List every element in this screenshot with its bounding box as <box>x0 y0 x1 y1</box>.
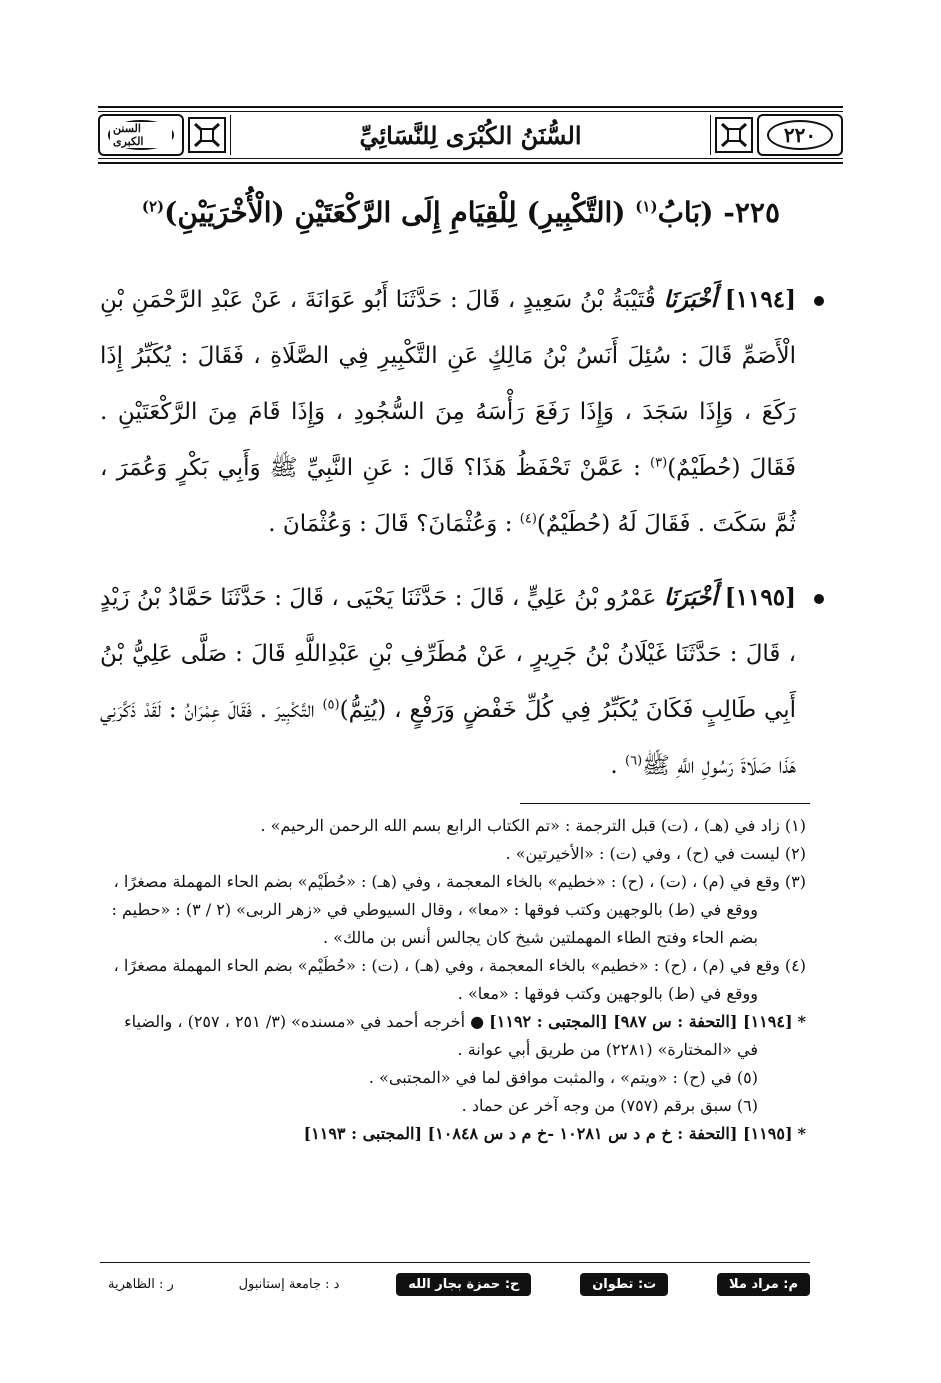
footnote-separator <box>520 803 810 804</box>
akhbarana-word: أَخْبَرَنَا <box>663 584 718 611</box>
footnote: (٤) وقع في (م) ، (ح) : «خطيم» بالخاء المعجمة ، وفي (هـ) ، (ت) : «حُطَيْم» بضم الحاء المهملة مصغرًا ، ووقع في (ط) بالوجهين وكتب فوقها : «معا» . <box>113 956 806 1003</box>
footnote-ref: (٥) <box>322 697 340 713</box>
takhrij-star-icon: * <box>797 1124 806 1143</box>
takhrij-refs: [١١٩٤] [التحفة : س ٩٨٧] [المجتبى : ١١٩٢] <box>489 1012 793 1031</box>
running-title: السُّنَنُ الكُبْرَى لِلنَّسَائِيِّ <box>230 115 711 155</box>
hadith-text: : عَمَّنْ تَحْفَظُ هَذَا؟ قَالَ : عَنِ النَّبِيِّ ﷺ وَأَبِي بَكْرٍ وَعُمَرَ ، ثُمَّ سَكَتَ . فَقَالَ لَهُ (حُطَيْمٌ) <box>100 455 796 537</box>
hadith-1195 <box>100 570 796 794</box>
footnote-ref: (٣) <box>650 455 668 471</box>
header-rule <box>98 106 843 108</box>
ornament-knot-icon <box>711 115 757 155</box>
footnote-ref: (٢) <box>141 197 165 216</box>
hadith-1194 <box>100 272 796 552</box>
footnotes <box>100 812 806 1148</box>
ornament-knot-icon <box>184 115 230 155</box>
hadith-text: التَّكْبِيرَ . فَقَالَ عِمْرَانُ : لَقَدْ ذَكَّرَنِي هَذَا صَلَاةَ رَسُولِ اللَّهِ ﷺ <box>100 697 796 779</box>
footnote-ref: (٤) <box>519 511 537 527</box>
page-number-frame <box>757 114 843 156</box>
footnote: (٣) وقع في (م) ، (ت) ، (ح) : «خطيم» بالخاء المعجمة ، وفي (هـ) : «حُطَيْم» بضم الحاء المهملة مصغرًا ، ووقع في (ط) بالوجهين وكتب فوقها : «معا» ، وقال السيوطي في «زهر الربى» (٢ / ٣) : «حطيم : بضم الحاء وفتح الطاء المهملتين شيخ كان يجالس أنس بن مالك» . <box>111 872 806 947</box>
chapter-number: ٢٢٥- <box>723 196 780 229</box>
footnote: (١) زاد في (هـ) ، (ت) قبل الترجمة : «تم الكتاب الرابع بسم الله الرحمن الرحيم» . <box>260 816 806 835</box>
page-number: ٢٢٠ <box>783 123 817 147</box>
manuscript-d: د : جامعة إستانبول <box>238 1276 340 1292</box>
hadith-number: [١١٩٤] <box>724 286 797 313</box>
manuscript-h: ح: حمزة بجار الله <box>396 1273 531 1296</box>
manuscript-r: ر : الظاهرية <box>108 1276 174 1292</box>
takhrij-refs: [١١٩٥] [التحفة : خ م د س ١٠٢٨١ -خ م د س ١٠٨٤٨] [المجتبى : ١١٩٣] <box>303 1124 793 1143</box>
chapter-title-part: (بَابُ <box>657 196 714 229</box>
hadith-text: : وَعُثْمَانَ؟ قَالَ : وَعُثْمَانَ . <box>268 511 513 537</box>
chapter-title-part: (التَّكْبِيرِ) <box>526 196 626 229</box>
header-rule <box>98 111 843 112</box>
footnote-ref: (٦) <box>625 753 643 769</box>
chapter-title-part: لِلْقِيَامِ إِلَى الرَّكْعَتَيْنِ (الْأُخْرَيَيْنِ) <box>164 196 517 229</box>
takhrij-text: ● أخرجه أحمد في «مسنده» (٣/ ٢٥١ ، ٢٥٧) ، والضياء في «المختارة» (٢٢٨١) من طريق أبي عوانة . <box>124 1012 758 1059</box>
akhbarana-word: أَخْبَرَنَا <box>663 286 718 313</box>
hadith-text: عَمْرُو بْنُ عَلِيٍّ ، قَالَ : حَدَّثَنَا يَحْيَى ، قَالَ : حَدَّثَنَا حَمَّادُ بْنُ زَيْدٍ ، قَالَ : حَدَّثَنَا غَيْلَانُ بْنُ جَرِيرٍ ، عَنْ مُطَرِّفِ بْنِ عَبْدِاللَّهِ قَالَ : صَلَّى عَلِيُّ بْنُ أَبِي طَالِبٍ فَكَانَ يُكَبِّرُ فِي كُلِّ خَفْضٍ وَرَفْعٍ ، (يُتِمُّ) <box>100 585 797 723</box>
hadith-bullet <box>814 594 824 604</box>
hadith-number: [١١٩٥] <box>724 584 796 611</box>
chapter-heading <box>100 196 780 229</box>
takhrij-1195 <box>100 1120 806 1148</box>
book-emblem <box>98 114 184 156</box>
manuscript-t: ت: تطوان <box>580 1273 668 1296</box>
hadith-text: . <box>610 753 618 779</box>
emblem-text: السنن الكبرى <box>110 122 172 148</box>
manuscript-m: م: مراد ملا <box>717 1273 810 1296</box>
hadith-bullet <box>814 296 824 306</box>
footer-rule <box>100 1262 810 1263</box>
takhrij-star-icon: * <box>797 1012 806 1031</box>
footnote: (٦) سبق برقم (٧٥٧) من وجه آخر عن حماد . <box>461 1096 758 1115</box>
hadith-text: قُتَيْبَةُ بْنُ سَعِيدٍ ، قَالَ : حَدَّثَنَا أَبُو عَوَانَةَ ، عَنْ عَبْدِ الرَّحْمَنِ بْنِ الْأَصَمِّ قَالَ : سُئِلَ أَنَسُ بْنُ مَالِكٍ عَنِ التَّكْبِيرِ فِي الصَّلَاةِ ، فَقَالَ : يُكَبِّرُ إِذَا رَكَعَ ، وَإِذَا سَجَدَ ، وَإِذَا رَفَعَ رَأْسَهُ مِنَ السُّجُودِ ، وَإِذَا قَامَ مِنَ الرَّكْعَتَيْنِ . فَقَالَ (حُطَيْمٌ) <box>100 287 796 481</box>
footnote: (٥) في (ح) : «ويتم» ، والمثبت موافق لما في «المجتبى» . <box>368 1068 758 1087</box>
manuscript-key <box>100 1268 810 1300</box>
footnote: (٢) ليست في (ح) ، وفي (ت) : «الأخيرتين» . <box>505 844 806 863</box>
footnote-ref: (١) <box>635 197 658 216</box>
header-rule <box>98 162 843 164</box>
takhrij-1194 <box>100 1008 806 1064</box>
page-header <box>98 106 843 164</box>
header-rule <box>98 158 843 159</box>
